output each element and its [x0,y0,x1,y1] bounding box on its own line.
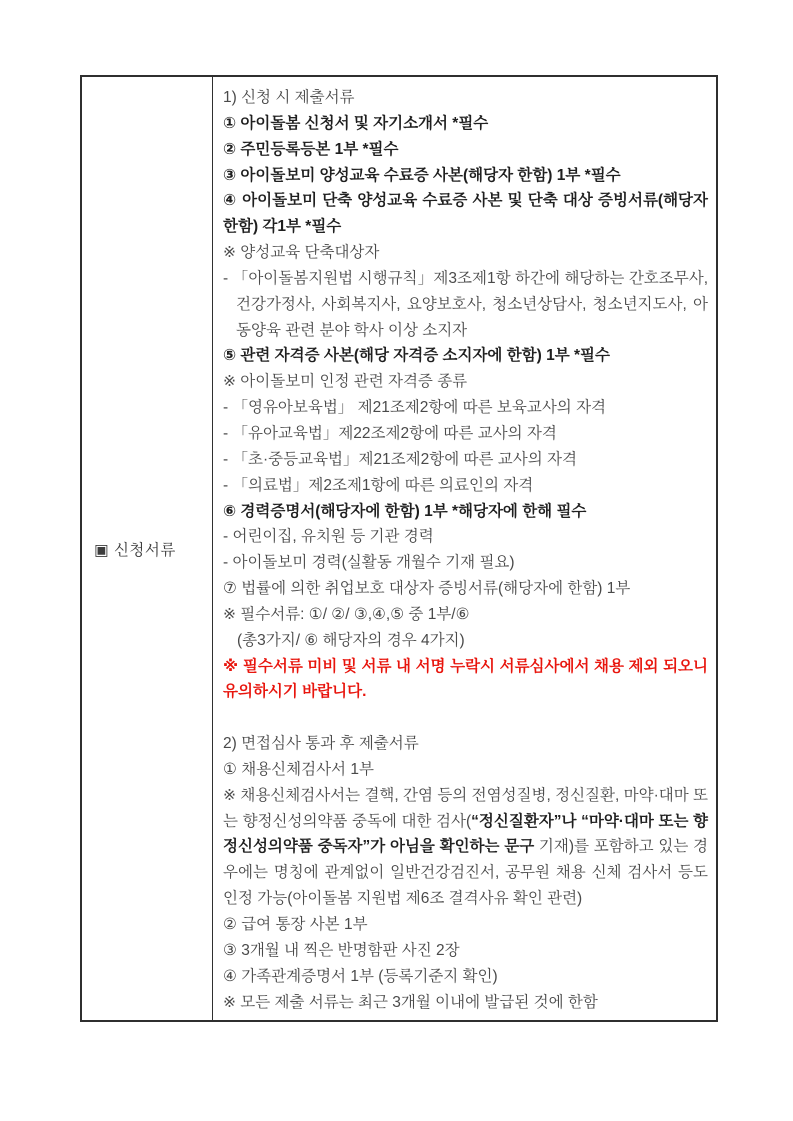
content-line: - 어린이집, 유치원 등 기관 경력 [223,528,434,546]
content-line [223,783,708,912]
content-line: ※ 모든 제출 서류는 최근 3개월 이내에 발급된 것에 한함 [223,993,598,1011]
content-line: ④ 가족관계증명서 1부 (등록기준지 확인) [223,967,498,985]
content-line: ① 아이돌봄 신청서 및 자기소개서 *필수 [223,114,489,132]
content-line: ※ 아이돌보미 인정 관련 자격증 종류 [223,373,468,391]
content-line: 1) 신청 시 제출서류 [223,89,355,106]
content-line: (총3가지/ ⑥ 해당자의 경우 4가지) [237,631,465,649]
content-line: - 「유아교육법」제22조제2항에 따른 교사의 자격 [223,424,557,442]
row-header-cell [82,77,213,1020]
content-line: ※ 필수서류: ①/ ②/ ③,④,⑤ 중 1부/⑥ [223,605,470,623]
text-segment: 기재)를 포함하고 있는 경우에는 명칭에 관계없이 일반건강검진서, 공무원 채용 신체 검사서 등도 인정 가능(아이돌봄 지원법 제6조 결격사유 확인 관련) [223,838,708,908]
content-line: - 「의료법」제2조제1항에 따른 의료인의 자격 [223,476,534,494]
content-line: ※ 양성교육 단축대상자 [223,244,380,262]
content-line: ③ 3개월 내 찍은 반명함판 사진 2장 [223,941,460,959]
content-line: - 「아이돌봄지원법 시행규칙」제3조제1항 하간에 해당하는 간호조무사, 건강가정사, 사회복지사, 요양보호사, 청소년상담사, 청소년지도사, 아동양육 관련 분야 학사 이상 소지자 [223,269,708,339]
content-line: ⑥ 경력증명서(해당자에 한함) 1부 *해당자에 한해 필수 [223,502,587,520]
content-line: ⑤ 관련 자격증 사본(해당 자격증 소지자에 한함) 1부 *필수 [223,347,610,365]
content-line: - 「초·중등교육법」제21조제2항에 따른 교사의 자격 [223,450,577,468]
text-segment: ※ 채용신체검사서는 결핵, 간염 등의 전염성질병, 정신질환, 마약·대마 또는 향정신성의약품 중독에 대한 검사( [223,786,708,830]
content-line: ① 채용신체검사서 1부 [223,760,374,778]
content-line: ⑦ 법률에 의한 취업보호 대상자 증빙서류(해당자에 한함) 1부 [223,580,631,598]
content-line: ④ 아이돌보미 단축 양성교육 수료증 사본 및 단축 대상 증빙서류(해당자 한함) 각1부 *필수 [223,192,708,236]
blank-line [223,705,708,731]
content-line: ② 급여 통장 사본 1부 [223,916,368,933]
content-line: - 아이돌보미 경력(실활동 개월수 기재 필요) [223,554,515,572]
emphasized-text-segment: “정신질환자”나 “마약·대마 또는 향정신성의약품 중독자”가 아님을 확인하는 문구 [223,812,709,856]
content-line: 2) 면접심사 통과 후 제출서류 [223,735,419,753]
content-cell [213,77,716,1020]
row-header-label: ▣ 신청서류 [94,541,176,559]
content-line: ② 주민등록등본 1부 *필수 [223,140,399,158]
content-line: ※ 필수서류 미비 및 서류 내 서명 누락시 서류심사에서 채용 제외 되오니 유의하시기 바랍니다. [223,657,708,701]
content-line: - 「영유아보육법」 제21조제2항에 따른 보육교사의 자격 [223,399,607,417]
application-documents-table [80,75,718,1022]
content-line: ③ 아이돌보미 양성교육 수료증 사본(해당자 한함) 1부 *필수 [223,166,621,184]
